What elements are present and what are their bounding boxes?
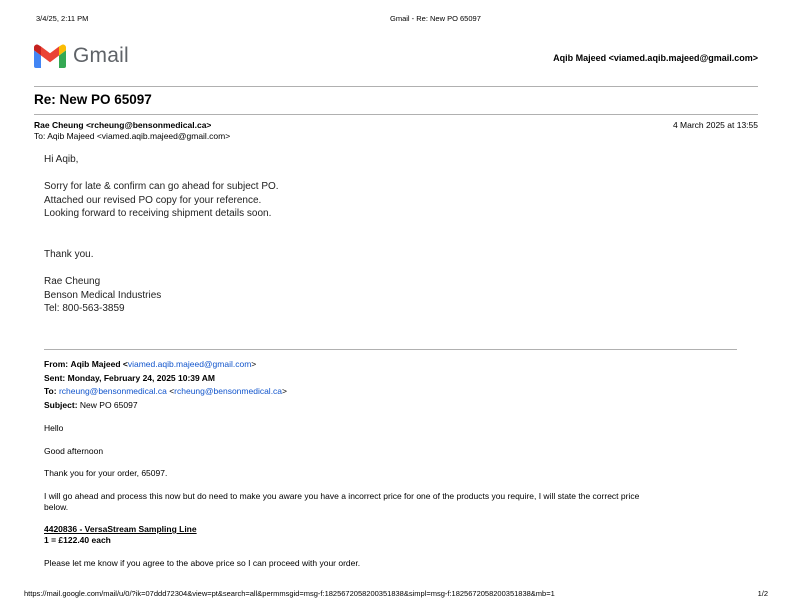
quoted-to-email-link[interactable]: rcheung@bensonmedical.ca	[58, 386, 167, 396]
subject-divider	[34, 114, 758, 115]
quoted-to: To: rcheung@bensonmedical.ca <rcheung@bensonmedical.ca>	[44, 386, 288, 396]
quoted-closing: Please let me know if you agree to the above price so I can proceed with your order.	[44, 558, 361, 568]
signature-tel: Tel: 800-563-3859	[44, 303, 125, 314]
quoted-paragraph: below.	[44, 502, 69, 512]
quoted-from: From: Aqib Majeed <viamed.aqib.majeed@gmail.com>	[44, 359, 257, 369]
message-from: Rae Cheung <rcheung@bensonmedical.ca>	[34, 120, 212, 130]
signature-name: Rae Cheung	[44, 276, 101, 287]
quoted-hello: Hello	[44, 423, 64, 433]
quoted-good-afternoon: Good afternoon	[44, 446, 104, 456]
gmail-logo-text: Gmail	[73, 44, 129, 67]
body-thanks: Thank you.	[44, 249, 94, 260]
signature-company: Benson Medical Industries	[44, 290, 162, 301]
message-date: 4 March 2025 at 13:55	[672, 120, 758, 130]
message-to: To: Aqib Majeed <viamed.aqib.majeed@gmail.com>	[34, 131, 231, 141]
body-line: Attached our revised PO copy for your reference.	[44, 195, 262, 206]
gmail-logo[interactable]	[34, 44, 129, 68]
quoted-price: 1 = £122.40 each	[44, 535, 111, 545]
header-divider	[34, 86, 758, 87]
quoted-product: 4420836 - VersaStream Sampling Line	[44, 524, 197, 534]
quoted-to-email-link[interactable]: rcheung@bensonmedical.ca	[174, 386, 283, 396]
body-greeting: Hi Aqib,	[44, 154, 79, 165]
print-datetime: 3/4/25, 2:11 PM	[36, 14, 89, 23]
print-footer-url: https://mail.google.com/mail/u/0/?ik=07ddd72304&view=pt&search=all&permmsgid=msg-f:1825672058200351838&simpl=msg-f:1825672058200351838&mb=1	[24, 589, 555, 598]
quoted-from-email-link[interactable]: viamed.aqib.majeed@gmail.com	[127, 359, 252, 369]
quoted-subject: Subject: New PO 65097	[44, 400, 138, 410]
quote-divider	[44, 349, 737, 350]
print-page-title: Gmail - Re: New PO 65097	[390, 14, 481, 23]
quoted-paragraph: I will go ahead and process this now but do need to make you aware you have a incorrect price for one of the products you require, I will state the correct price	[44, 491, 640, 501]
thread-subject: Re: New PO 65097	[34, 92, 152, 107]
quoted-thanks-order: Thank you for your order, 65097.	[44, 468, 168, 478]
quoted-sent: Sent: Monday, February 24, 2025 10:39 AM	[44, 373, 216, 383]
body-line: Sorry for late & confirm can go ahead for subject PO.	[44, 181, 279, 192]
print-footer-page: 1/2	[757, 589, 768, 598]
gmail-logo-icon	[34, 44, 66, 68]
account-label: Aqib Majeed <viamed.aqib.majeed@gmail.com>	[553, 53, 758, 63]
body-line: Looking forward to receiving shipment details soon.	[44, 208, 272, 219]
